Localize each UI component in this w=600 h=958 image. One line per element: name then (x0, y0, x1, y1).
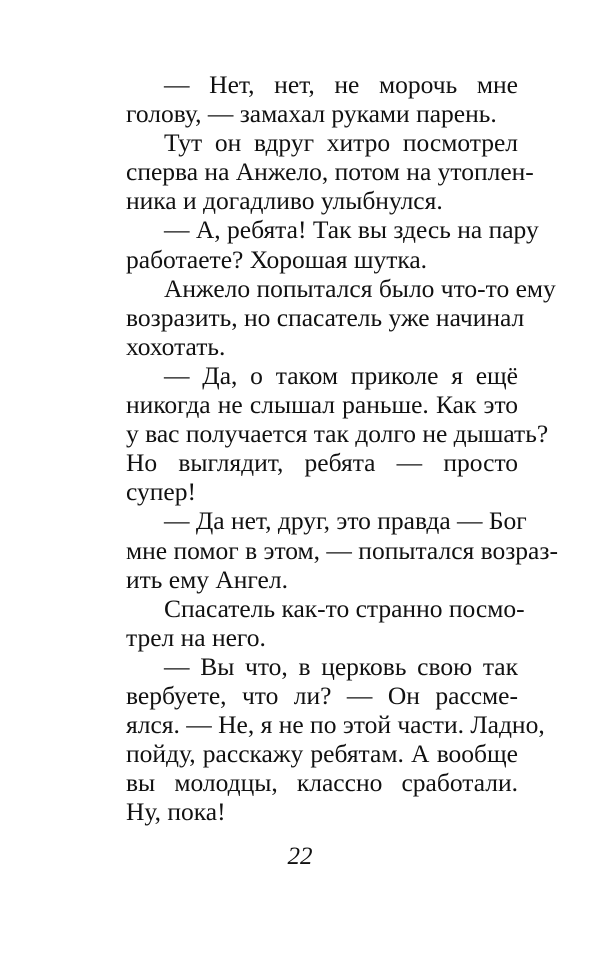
text-line: Ну, пока! (126, 797, 226, 827)
body-text (88, 70, 558, 827)
text-line: — А, ребята! Так вы здесь на пару (164, 215, 539, 245)
paragraph (88, 593, 525, 652)
text-line: вы молодцы, классно сработали. (126, 768, 518, 798)
text-line: — Вы что, в церковь свою так (164, 651, 518, 681)
text-line: Тут он вдруг хитро посмотрел (164, 128, 518, 158)
text-line: возразить, но спасатель уже начинал (126, 302, 525, 332)
text-line: — Да, о таком приколе я ещё (164, 360, 518, 390)
text-line: супер! (126, 477, 196, 507)
text-line: — Да нет, друг, это правда — Бог (164, 506, 527, 536)
text-line: никогда не слышал раньше. Как это (126, 390, 518, 420)
text-line: Но выглядит, ребята — просто (126, 448, 518, 478)
text-line: хохотать. (126, 331, 226, 361)
paragraph (88, 128, 534, 216)
text-line: трел на него. (126, 622, 266, 652)
text-line: у вас получается так долго не дышать? (126, 419, 549, 449)
text-line: ить ему Ангел. (126, 564, 288, 594)
paragraph (88, 70, 518, 128)
text-line: пойду, расскажу ребятам. А вообще (126, 739, 518, 769)
text-line: ялся. — Не, я не по этой части. Ладно, (126, 710, 545, 740)
text-line: Анжело попытался было что-то ему (164, 273, 556, 303)
page-number: 22 (287, 843, 313, 870)
text-line: ника и догадливо улыбнулся. (126, 186, 443, 216)
text-line: голову, — замахал руками парень. (126, 99, 497, 129)
paragraph (88, 506, 558, 594)
text-line: Спасатель как-то странно посмо- (164, 593, 525, 623)
paragraph (88, 651, 545, 827)
text-line: мне помог в этом, — попытался возраз- (126, 535, 558, 565)
text-line: вербуете, что ли? — Он рассме- (126, 680, 518, 710)
text-line: сперва на Анжело, потом на утоплен- (126, 157, 534, 187)
paragraph (88, 360, 549, 507)
text-line: — Нет, нет, не морочь мне (164, 70, 518, 99)
paragraph (88, 273, 556, 361)
text-line: работаете? Хорошая шутка. (126, 244, 428, 274)
paragraph (88, 215, 539, 274)
